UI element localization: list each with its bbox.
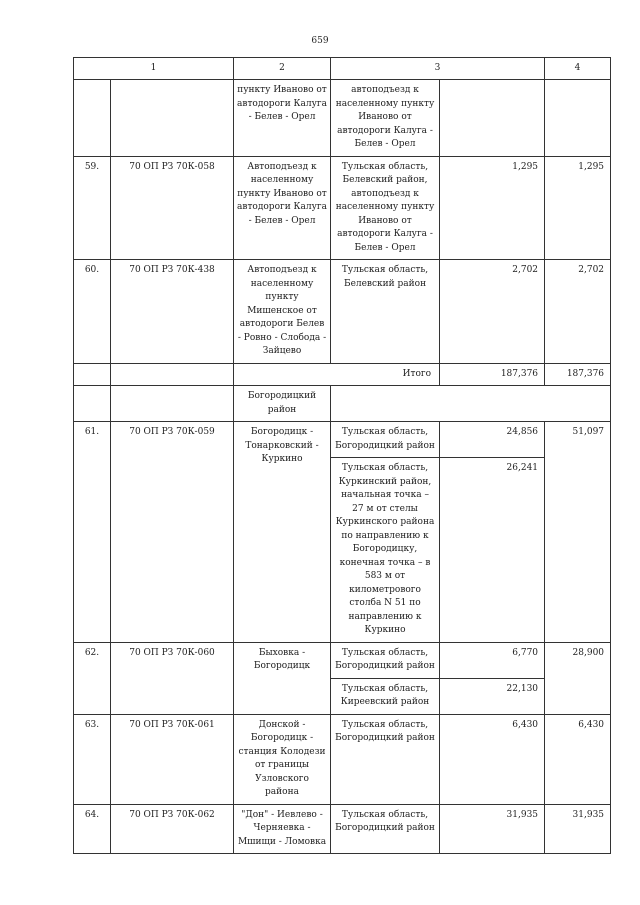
road-name: Быховка - Богородицк [234,642,331,714]
table-row-62 [74,642,611,678]
header-row [74,58,611,80]
road-location: Тульская область, Богородицкий район [331,804,440,854]
table-row-60 [74,260,611,364]
road-length: 26,241 [440,458,545,643]
table-row-district [74,386,611,422]
road-length: 6,770 [440,642,545,678]
district-name: Богородицкий район [234,386,331,422]
row-number: 59. [74,156,111,260]
road-location: Тульская область, Богородицкий район [331,642,440,678]
road-name: Донской - Богородицк - станция Колодези от границы Узловского района [234,714,331,804]
road-id: 70 ОП РЗ 70К-059 [111,422,234,643]
itogo-label: Итого [234,363,440,386]
table-row-continuation [74,80,611,157]
road-name: "Дон" - Иевлево - Черняевка - Мшищи - Ломовка [234,804,331,854]
road-length: 24,856 [440,422,545,458]
itogo-total: 187,376 [545,363,611,386]
road-total: 6,430 [545,714,611,804]
header-col-3: 3 [331,58,545,80]
row-number: 63. [74,714,111,804]
row-number: 60. [74,260,111,364]
road-name: Богородицк - Тонарковский - Куркино [234,422,331,643]
page-number: 659 [311,36,329,46]
itogo-length: 187,376 [440,363,545,386]
road-total: 2,702 [545,260,611,364]
table-row-61 [74,422,611,458]
road-length: 22,130 [440,678,545,714]
road-location: автоподъезд к населенному пункту Иваново от автодороги Калуга - Белев - Орел [331,80,440,157]
road-location: Тульская область, Киреевский район [331,678,440,714]
header-col-1: 1 [74,58,234,80]
road-total: 1,295 [545,156,611,260]
road-length: 2,702 [440,260,545,364]
road-length: 6,430 [440,714,545,804]
road-id: 70 ОП РЗ 70К-061 [111,714,234,804]
road-name: Автоподъезд к населенному пункту Иваново от автодороги Калуга - Белев - Орел [234,156,331,260]
road-id: 70 ОП РЗ 70К-058 [111,156,234,260]
header-col-4: 4 [545,58,611,80]
header-col-2: 2 [234,58,331,80]
row-number: 61. [74,422,111,643]
road-location: Тульская область, Богородицкий район [331,714,440,804]
road-location: Тульская область, Белевский район [331,260,440,364]
row-number: 64. [74,804,111,854]
road-id: 70 ОП РЗ 70К-438 [111,260,234,364]
road-id: 70 ОП РЗ 70К-062 [111,804,234,854]
table-row-itogo [74,363,611,386]
road-total: 31,935 [545,804,611,854]
road-location: Тульская область, Богородицкий район [331,422,440,458]
table-row-63 [74,714,611,804]
row-number: 62. [74,642,111,714]
road-length: 1,295 [440,156,545,260]
road-length: 31,935 [440,804,545,854]
road-total: 51,097 [545,422,611,643]
road-name: Автоподъезд к населенному пункту Мишенское от автодороги Белев - Ровно - Слобода - Зайцево [234,260,331,364]
road-location: Тульская область, Белевский район, автоподъезд к населенному пункту Иваново от автодороги Калуга - Белев - Орел [331,156,440,260]
road-id: 70 ОП РЗ 70К-060 [111,642,234,714]
road-name: пункту Иваново от автодороги Калуга - Белев - Орел [234,80,331,157]
table-row-64 [74,804,611,854]
table-row-59 [74,156,611,260]
roads-table [73,57,611,854]
road-total: 28,900 [545,642,611,714]
road-location: Тульская область, Куркинский район, начальная точка – 27 м от стелы Куркинского района по направлению к Богородицку, конечная точка – в 583 м от километрового столба N 51 по направлению к Куркино [331,458,440,643]
